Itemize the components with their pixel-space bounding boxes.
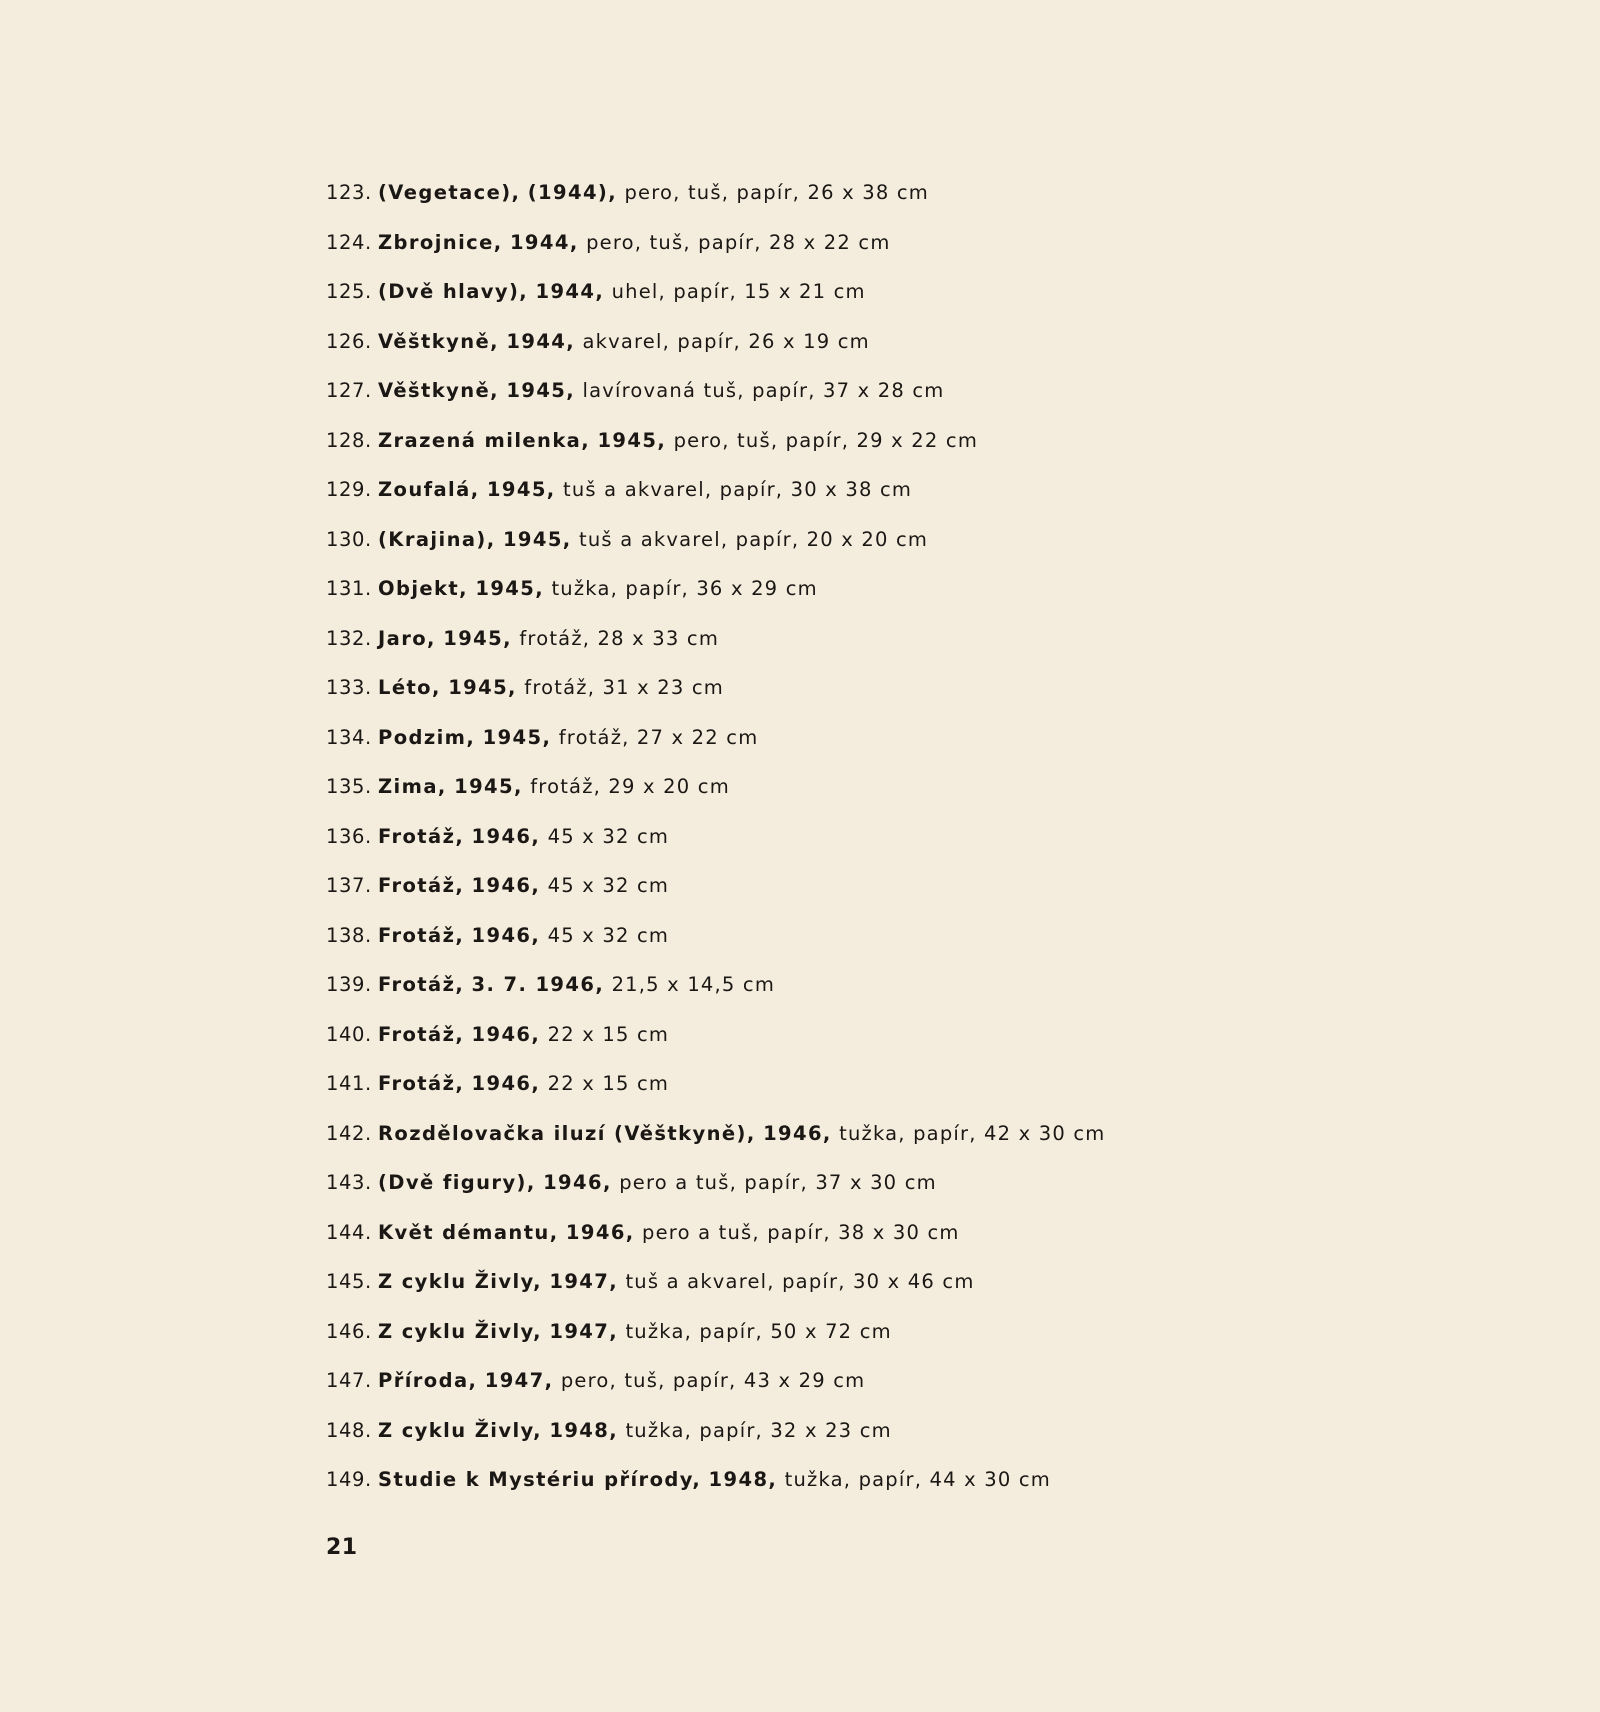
entry-number: 123. — [326, 181, 372, 204]
entry-date: 1944, — [506, 329, 576, 353]
entry-number: 135. — [326, 775, 372, 798]
catalog-entry — [326, 428, 1106, 478]
entry-details: frotáž, 31 x 23 cm — [524, 676, 724, 699]
entry-title: Frotáž, — [378, 824, 465, 848]
entry-details: pero, tuš, papír, 26 x 38 cm — [624, 181, 929, 204]
catalog-entry — [326, 329, 1106, 379]
catalog-entry — [326, 675, 1106, 725]
entry-title: Frotáž, — [378, 1022, 465, 1046]
page-number: 21 — [326, 1535, 358, 1560]
entry-details: pero a tuš, papír, 37 x 30 cm — [619, 1171, 937, 1194]
entry-number: 127. — [326, 379, 372, 402]
entry-title: Z cyklu Živly, — [378, 1319, 542, 1343]
entry-title: Objekt, — [378, 577, 468, 600]
catalog-entry — [326, 725, 1106, 775]
entry-date: 1944, — [535, 280, 605, 303]
entry-details: pero, tuš, papír, 43 x 29 cm — [560, 1369, 866, 1392]
entry-date: 1945, — [454, 775, 523, 798]
entry-number: 141. — [326, 1072, 372, 1095]
entry-number: 143. — [326, 1171, 372, 1194]
entry-date: 1947, — [549, 1319, 619, 1343]
entry-title: Rozdělovačka iluzí (Věštkyně), — [378, 1121, 756, 1145]
entry-title: Léto, — [378, 676, 441, 699]
entry-date: 1946, — [471, 1022, 541, 1046]
catalog-entry — [326, 1121, 1106, 1171]
catalog-entry — [326, 824, 1106, 874]
catalog-entry — [326, 279, 1106, 329]
entry-date: 1945, — [506, 379, 576, 402]
entry-details: pero, tuš, papír, 29 x 22 cm — [673, 428, 979, 452]
entry-number: 131. — [326, 577, 372, 600]
entry-number: 129. — [326, 478, 372, 501]
entry-details: tužka, papír, 50 x 72 cm — [625, 1319, 892, 1343]
entry-date: 1947, — [549, 1270, 619, 1293]
entry-details: pero a tuš, papír, 38 x 30 cm — [642, 1220, 960, 1244]
entry-details: 45 x 32 cm — [547, 824, 670, 848]
entry-details: 22 x 15 cm — [547, 1022, 670, 1046]
entry-number: 144. — [326, 1220, 372, 1244]
entry-number: 148. — [326, 1418, 372, 1442]
catalog-list — [326, 180, 1106, 1517]
catalog-entry — [326, 1220, 1106, 1270]
entry-number: 140. — [326, 1022, 372, 1046]
catalog-entry — [326, 1022, 1106, 1072]
entry-number: 146. — [326, 1319, 372, 1343]
entry-details: tužka, papír, 44 x 30 cm — [784, 1468, 1051, 1491]
catalog-entry — [326, 1269, 1106, 1319]
catalog-entry — [326, 527, 1106, 577]
entry-title: (Dvě figury), — [378, 1171, 536, 1194]
entry-details: lavírovaná tuš, papír, 37 x 28 cm — [582, 379, 945, 402]
catalog-entry — [326, 1071, 1106, 1121]
entry-date: 1948, — [549, 1418, 619, 1442]
catalog-entry — [326, 230, 1106, 280]
entry-number: 138. — [326, 923, 372, 947]
entry-date: 1944, — [509, 230, 579, 254]
entry-title: Zrazená milenka, — [378, 428, 591, 452]
entry-date: 3. 7. 1946, — [471, 973, 605, 996]
entry-details: pero, tuš, papír, 28 x 22 cm — [586, 230, 891, 254]
entry-date: 1945, — [475, 577, 545, 600]
entry-details: tuš a akvarel, papír, 20 x 20 cm — [579, 527, 929, 551]
entry-title: Zima, — [378, 775, 447, 798]
entry-number: 133. — [326, 676, 372, 699]
catalog-entry — [326, 1319, 1106, 1369]
entry-number: 149. — [326, 1468, 372, 1491]
entry-title: Frotáž, — [378, 923, 465, 947]
entry-title: (Dvě hlavy), — [378, 280, 529, 303]
entry-date: 1945, — [448, 676, 517, 699]
entry-title: Frotáž, — [378, 1072, 465, 1095]
entry-title: (Krajina), — [378, 527, 496, 551]
entry-title: Podzim, — [378, 725, 476, 749]
entry-details: frotáž, 29 x 20 cm — [530, 775, 730, 798]
entry-details: akvarel, papír, 26 x 19 cm — [582, 329, 870, 353]
entry-date: 1945, — [443, 626, 512, 650]
entry-number: 125. — [326, 280, 372, 303]
entry-number: 145. — [326, 1270, 372, 1293]
entry-title: Příroda, — [378, 1369, 478, 1392]
entry-title: Z cyklu Živly, — [378, 1418, 542, 1442]
entry-details: tuš a akvarel, papír, 30 x 38 cm — [563, 478, 913, 501]
entry-date: 1947, — [484, 1369, 554, 1392]
entry-number: 132. — [326, 626, 372, 650]
entry-date: 1946, — [471, 874, 541, 897]
entry-details: tužka, papír, 32 x 23 cm — [625, 1418, 892, 1442]
entry-number: 126. — [326, 329, 372, 353]
entry-details: tužka, papír, 36 x 29 cm — [551, 577, 818, 600]
catalog-entry — [326, 1170, 1106, 1220]
catalog-entry — [326, 972, 1106, 1022]
entry-title: Z cyklu Živly, — [378, 1270, 542, 1293]
catalog-entry — [326, 477, 1106, 527]
entry-title: Květ démantu, — [378, 1220, 559, 1244]
catalog-entry — [326, 576, 1106, 626]
entry-details: tužka, papír, 42 x 30 cm — [839, 1121, 1106, 1145]
entry-details: 22 x 15 cm — [547, 1072, 670, 1095]
entry-title: Věštkyně, — [378, 329, 499, 353]
entry-number: 136. — [326, 824, 372, 848]
entry-title: Zbrojnice, — [378, 230, 503, 254]
entry-date: 1945, — [597, 428, 667, 452]
catalog-entry — [326, 774, 1106, 824]
entry-date: 1946, — [471, 923, 541, 947]
entry-number: 147. — [326, 1369, 372, 1392]
entry-title: Studie k Mystériu přírody, — [378, 1468, 702, 1491]
catalog-entry — [326, 1368, 1106, 1418]
entry-date: 1946, — [565, 1220, 635, 1244]
catalog-entry — [326, 873, 1106, 923]
entry-number: 137. — [326, 874, 372, 897]
entry-number: 142. — [326, 1121, 372, 1145]
catalog-entry — [326, 923, 1106, 973]
catalog-entry — [326, 626, 1106, 676]
entry-date: 1946, — [471, 1072, 541, 1095]
entry-number: 124. — [326, 230, 372, 254]
catalog-entry — [326, 378, 1106, 428]
entry-number: 134. — [326, 725, 372, 749]
entry-details: 45 x 32 cm — [547, 874, 670, 897]
entry-date: 1946, — [763, 1121, 832, 1145]
entry-details: 21,5 x 14,5 cm — [611, 973, 776, 996]
catalog-entry — [326, 1418, 1106, 1468]
entry-number: 139. — [326, 973, 372, 996]
catalog-entry — [326, 1467, 1106, 1517]
entry-details: frotáž, 27 x 22 cm — [558, 725, 759, 749]
entry-title: Frotáž, — [378, 973, 465, 996]
entry-date: 1945, — [502, 527, 572, 551]
entry-title: Jaro, — [378, 626, 436, 650]
entry-date: 1945, — [482, 725, 552, 749]
catalog-entry — [326, 180, 1106, 230]
entry-date: 1946, — [543, 1171, 612, 1194]
entry-title: (Vegetace), — [378, 181, 521, 204]
entry-date: 1948, — [708, 1468, 778, 1491]
entry-date: (1944), — [527, 181, 618, 204]
entry-details: frotáž, 28 x 33 cm — [519, 626, 720, 650]
entry-title: Zoufalá, — [378, 478, 480, 501]
entry-details: tuš a akvarel, papír, 30 x 46 cm — [625, 1270, 975, 1293]
entry-details: uhel, papír, 15 x 21 cm — [611, 280, 866, 303]
entry-date: 1945, — [486, 478, 556, 501]
entry-title: Věštkyně, — [378, 379, 499, 402]
entry-title: Frotáž, — [378, 874, 465, 897]
entry-number: 128. — [326, 428, 372, 452]
entry-date: 1946, — [471, 824, 541, 848]
entry-number: 130. — [326, 527, 372, 551]
entry-details: 45 x 32 cm — [547, 923, 670, 947]
